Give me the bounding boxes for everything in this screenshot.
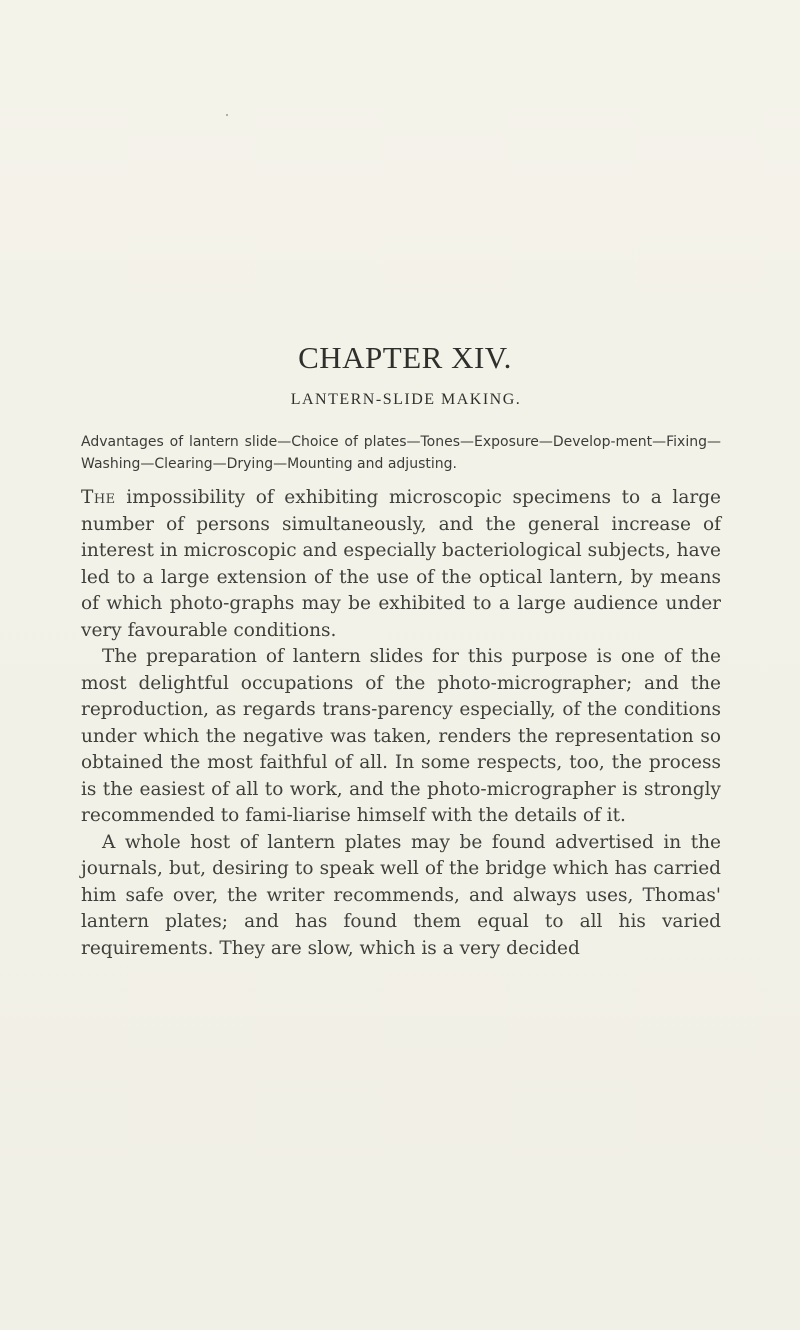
paragraph-3-text: A whole host of lantern plates may be found advertised in the journals, but, desiring to speak well of the bridge which has carried him safe over, the writer recommends, and always uses, Thomas' lantern plates; and has found them equal to all his varied requirements. They are slow, which is a very decided	[81, 831, 721, 959]
paragraph-1-lead: The	[81, 487, 116, 508]
page-content	[81, 340, 721, 962]
page-speck	[226, 114, 228, 116]
chapter-title: CHAPTER XIV.	[298, 340, 512, 375]
paragraph-2	[81, 644, 721, 830]
paragraph-1	[81, 485, 721, 644]
paragraph-3	[81, 830, 721, 963]
paragraph-1-text: impossibility of exhibiting microscopic specimens to a large number of persons simultaneously, and the general increase of interest in microscopic and especially bacteriological subjects, have led to a large extension of the use of the optical lantern, by means of which photo-graphs may be exhibited to a large audience under very favourable conditions.	[81, 487, 721, 641]
chapter-subtitle: LANTERN-SLIDE MAKING.	[290, 391, 522, 408]
paragraph-2-text: The preparation of lantern slides for this purpose is one of the most delightful occupations of the photo-micrographer; and the reproduction, as regards trans-parency especially, of the conditions under which the negative was taken, renders the representation so obtained the most faithful of all. In some respects, too, the process is the easiest of all to work, and the photo-micrographer is strongly recommended to fami-liarise himself with the details of it.	[81, 646, 721, 826]
chapter-synopsis: Advantages of lantern slide—Choice of plates—Tones—Exposure—Develop-ment—Fixing—Washing—Clearing—Drying—Mounting and adjusting.	[81, 434, 721, 472]
